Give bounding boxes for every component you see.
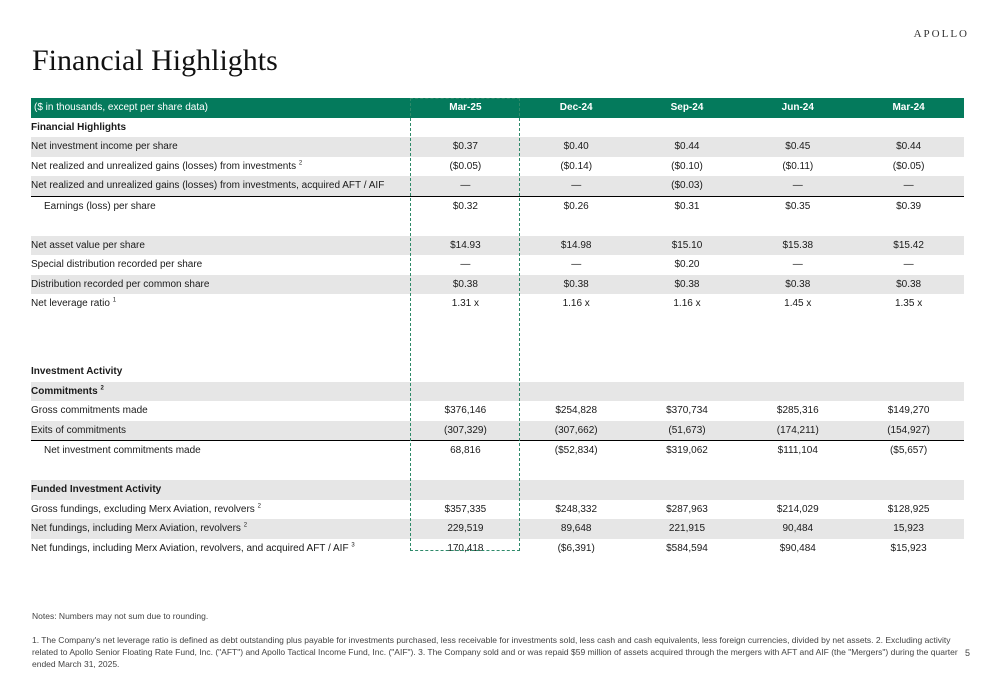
cell-value: $0.40 bbox=[521, 137, 632, 157]
table-row bbox=[31, 500, 964, 520]
cell-value: $584,594 bbox=[666, 542, 708, 554]
cell-value: $319,062 bbox=[632, 441, 743, 461]
section-label: Commitments $^2$ bbox=[31, 382, 410, 402]
column-header: Jun-24 bbox=[742, 98, 853, 118]
cell-value: (307,662) bbox=[521, 421, 632, 441]
cell-value: $287,963 bbox=[666, 503, 708, 515]
cell-value: ($0.10) bbox=[671, 160, 703, 172]
row-label: Net realized and unrealized gains (losses) from investments, acquired AFT / AIF bbox=[31, 176, 410, 196]
cell-value: ($5,657) bbox=[853, 441, 964, 461]
cell-value: $0.39 bbox=[853, 196, 964, 216]
table-row bbox=[31, 137, 964, 157]
section-row-funded-activity bbox=[31, 480, 964, 500]
page-title: Financial Highlights bbox=[32, 44, 278, 77]
cell-value: 1.31 x bbox=[451, 298, 480, 310]
cell-value: $0.35 bbox=[742, 196, 853, 216]
cell-value: 1.35 x bbox=[894, 298, 923, 310]
row-label: Net asset value per share bbox=[31, 236, 410, 256]
table-row bbox=[31, 539, 964, 559]
column-header: Sep-24 bbox=[632, 98, 743, 118]
cell-value: $0.37 bbox=[410, 137, 521, 157]
spacer-row bbox=[31, 461, 964, 481]
cell-value: 1.45 x bbox=[784, 298, 812, 310]
row-label: Net realized and unrealized gains (losses) from investments $^2$ bbox=[31, 160, 303, 172]
row-label: Special distribution recorded per share bbox=[31, 259, 203, 271]
cell-value: $90,484 bbox=[779, 542, 816, 554]
row-label: Net investment commitments made bbox=[31, 441, 410, 461]
table-row bbox=[31, 236, 964, 256]
row-label: Gross commitments made bbox=[31, 405, 148, 417]
table-row bbox=[31, 196, 964, 216]
cell-value: $0.38 bbox=[521, 275, 632, 295]
spacer-row bbox=[31, 216, 964, 236]
cell-value: $0.38 bbox=[742, 275, 853, 295]
row-label: Net fundings, including Merx Aviation, revolvers, and acquired AFT / AIF $^3$ bbox=[31, 542, 355, 554]
cell-value: $0.20 bbox=[674, 259, 700, 271]
row-label: Gross fundings, excluding Merx Aviation, revolvers $^2$ bbox=[31, 503, 261, 515]
cell-value: $15.10 bbox=[632, 236, 743, 256]
row-label: Net leverage ratio $^1$ bbox=[31, 297, 117, 310]
spacer-row bbox=[31, 343, 964, 363]
cell-value: 1.16 x bbox=[562, 298, 590, 310]
section-label: Financial Highlights bbox=[31, 121, 127, 133]
cell-value: — bbox=[853, 176, 964, 196]
cell-value: ($52,834) bbox=[521, 441, 632, 461]
cell-value: $149,270 bbox=[887, 405, 930, 417]
row-label: Exits of commitments bbox=[31, 421, 410, 441]
cell-value: (174,211) bbox=[742, 421, 853, 441]
table-row bbox=[31, 441, 964, 461]
cell-value: $370,734 bbox=[666, 405, 708, 417]
cell-value: — bbox=[742, 176, 853, 196]
cell-value: ($0.03) bbox=[632, 176, 743, 196]
footnotes: 1. The Company's net leverage ratio is defined as debt outstanding plus payable for investments purchased, less receivable for investments sold, less cash and cash equivalents, less foreign currencies, divided by net assets. 2. Excluding activity related to Apollo Senior Floating Rate Fund, Inc. ("AFT") and Apollo Tactical Income Fund, Inc. ("AIF"). 3. The Company sold and or was repaid $59 million of assets acquired through the mergers with AFT and AIF (the "Mergers") during the quarter ended March 31, 2025. bbox=[32, 635, 958, 669]
cell-value: — bbox=[521, 176, 632, 196]
cell-value: $0.38 bbox=[853, 275, 964, 295]
cell-value: $0.31 bbox=[632, 196, 743, 216]
column-header: Dec-24 bbox=[521, 98, 632, 118]
cell-value: — bbox=[460, 259, 471, 271]
cell-value: 89,648 bbox=[521, 519, 632, 539]
cell-value: $128,925 bbox=[887, 503, 930, 515]
cell-value: — bbox=[571, 259, 582, 271]
cell-value: $15.42 bbox=[853, 236, 964, 256]
cell-value: 1.16 x bbox=[673, 298, 701, 310]
cell-value: $357,335 bbox=[444, 503, 487, 515]
footnote-marker: 1 bbox=[112, 297, 117, 304]
cell-value: 170,418 bbox=[447, 542, 484, 554]
cell-value: $0.38 bbox=[410, 275, 521, 295]
cell-value: 221,915 bbox=[632, 519, 743, 539]
cell-value: $111,104 bbox=[742, 441, 853, 461]
cell-value: $0.32 bbox=[410, 196, 521, 216]
cell-value: ($0.05) bbox=[449, 160, 482, 172]
cell-value: 15,923 bbox=[853, 519, 964, 539]
cell-value: $0.45 bbox=[742, 137, 853, 157]
cell-value: 68,816 bbox=[410, 441, 521, 461]
column-header: Mar-24 bbox=[853, 98, 964, 118]
table-row bbox=[31, 255, 964, 275]
cell-value: ($0.14) bbox=[560, 160, 593, 172]
section-row-financial-highlights bbox=[31, 118, 964, 138]
section-label: Funded Investment Activity bbox=[31, 480, 410, 500]
page-number: 5 bbox=[964, 648, 970, 658]
table-row bbox=[31, 401, 964, 421]
cell-value: $0.38 bbox=[632, 275, 743, 295]
footnote-marker: 2 bbox=[243, 522, 248, 529]
section-label: Investment Activity bbox=[31, 366, 123, 378]
cell-value: $14.98 bbox=[521, 236, 632, 256]
cell-value: — bbox=[903, 259, 914, 271]
footnote-marker: 2 bbox=[298, 160, 303, 167]
cell-value: (51,673) bbox=[632, 421, 743, 441]
row-label: Net fundings, including Merx Aviation, revolvers $^2$ bbox=[31, 519, 410, 539]
cell-value: $285,316 bbox=[776, 405, 819, 417]
cell-value: $14.93 bbox=[410, 236, 521, 256]
row-label: Earnings (loss) per share bbox=[31, 196, 410, 216]
cell-value: ($6,391) bbox=[557, 542, 595, 554]
section-row-investment-activity bbox=[31, 362, 964, 382]
footnote-marker: 3 bbox=[351, 542, 355, 549]
cell-value: $0.44 bbox=[853, 137, 964, 157]
cell-value: $15,923 bbox=[890, 542, 927, 554]
cell-value: 229,519 bbox=[410, 519, 521, 539]
cell-value: 90,484 bbox=[742, 519, 853, 539]
cell-value: $254,828 bbox=[555, 405, 598, 417]
table-row bbox=[31, 176, 964, 196]
cell-value: $0.26 bbox=[521, 196, 632, 216]
header-label: ($ in thousands, except per share data) bbox=[31, 98, 410, 118]
table-row bbox=[31, 275, 964, 295]
footnote-marker: 2 bbox=[100, 385, 104, 392]
cell-value: (154,927) bbox=[853, 421, 964, 441]
cell-value: $214,029 bbox=[776, 503, 819, 515]
cell-value: ($0.11) bbox=[782, 160, 814, 172]
table-row bbox=[31, 421, 964, 441]
column-header: Mar-25 bbox=[410, 98, 521, 118]
footnote-marker: 2 bbox=[257, 503, 261, 510]
cell-value: $15.38 bbox=[742, 236, 853, 256]
table-header-row bbox=[31, 98, 964, 118]
cell-value: — bbox=[792, 259, 803, 271]
row-label: Net investment income per share bbox=[31, 137, 410, 157]
cell-value: (307,329) bbox=[410, 421, 521, 441]
table-row bbox=[31, 294, 964, 314]
notes: Notes: Numbers may not sum due to rounding. bbox=[32, 611, 209, 621]
cell-value: $376,146 bbox=[444, 405, 487, 417]
spacer-row bbox=[31, 314, 964, 343]
table-row bbox=[31, 157, 964, 177]
row-label: Distribution recorded per common share bbox=[31, 275, 410, 295]
cell-value: ($0.05) bbox=[892, 160, 925, 172]
brand-logo: APOLLO bbox=[913, 28, 969, 40]
cell-value: $0.44 bbox=[632, 137, 743, 157]
section-row-commitments bbox=[31, 382, 964, 402]
cell-value: — bbox=[410, 176, 521, 196]
table-row bbox=[31, 519, 964, 539]
cell-value: $248,332 bbox=[555, 503, 598, 515]
financial-highlights-table bbox=[31, 98, 964, 558]
